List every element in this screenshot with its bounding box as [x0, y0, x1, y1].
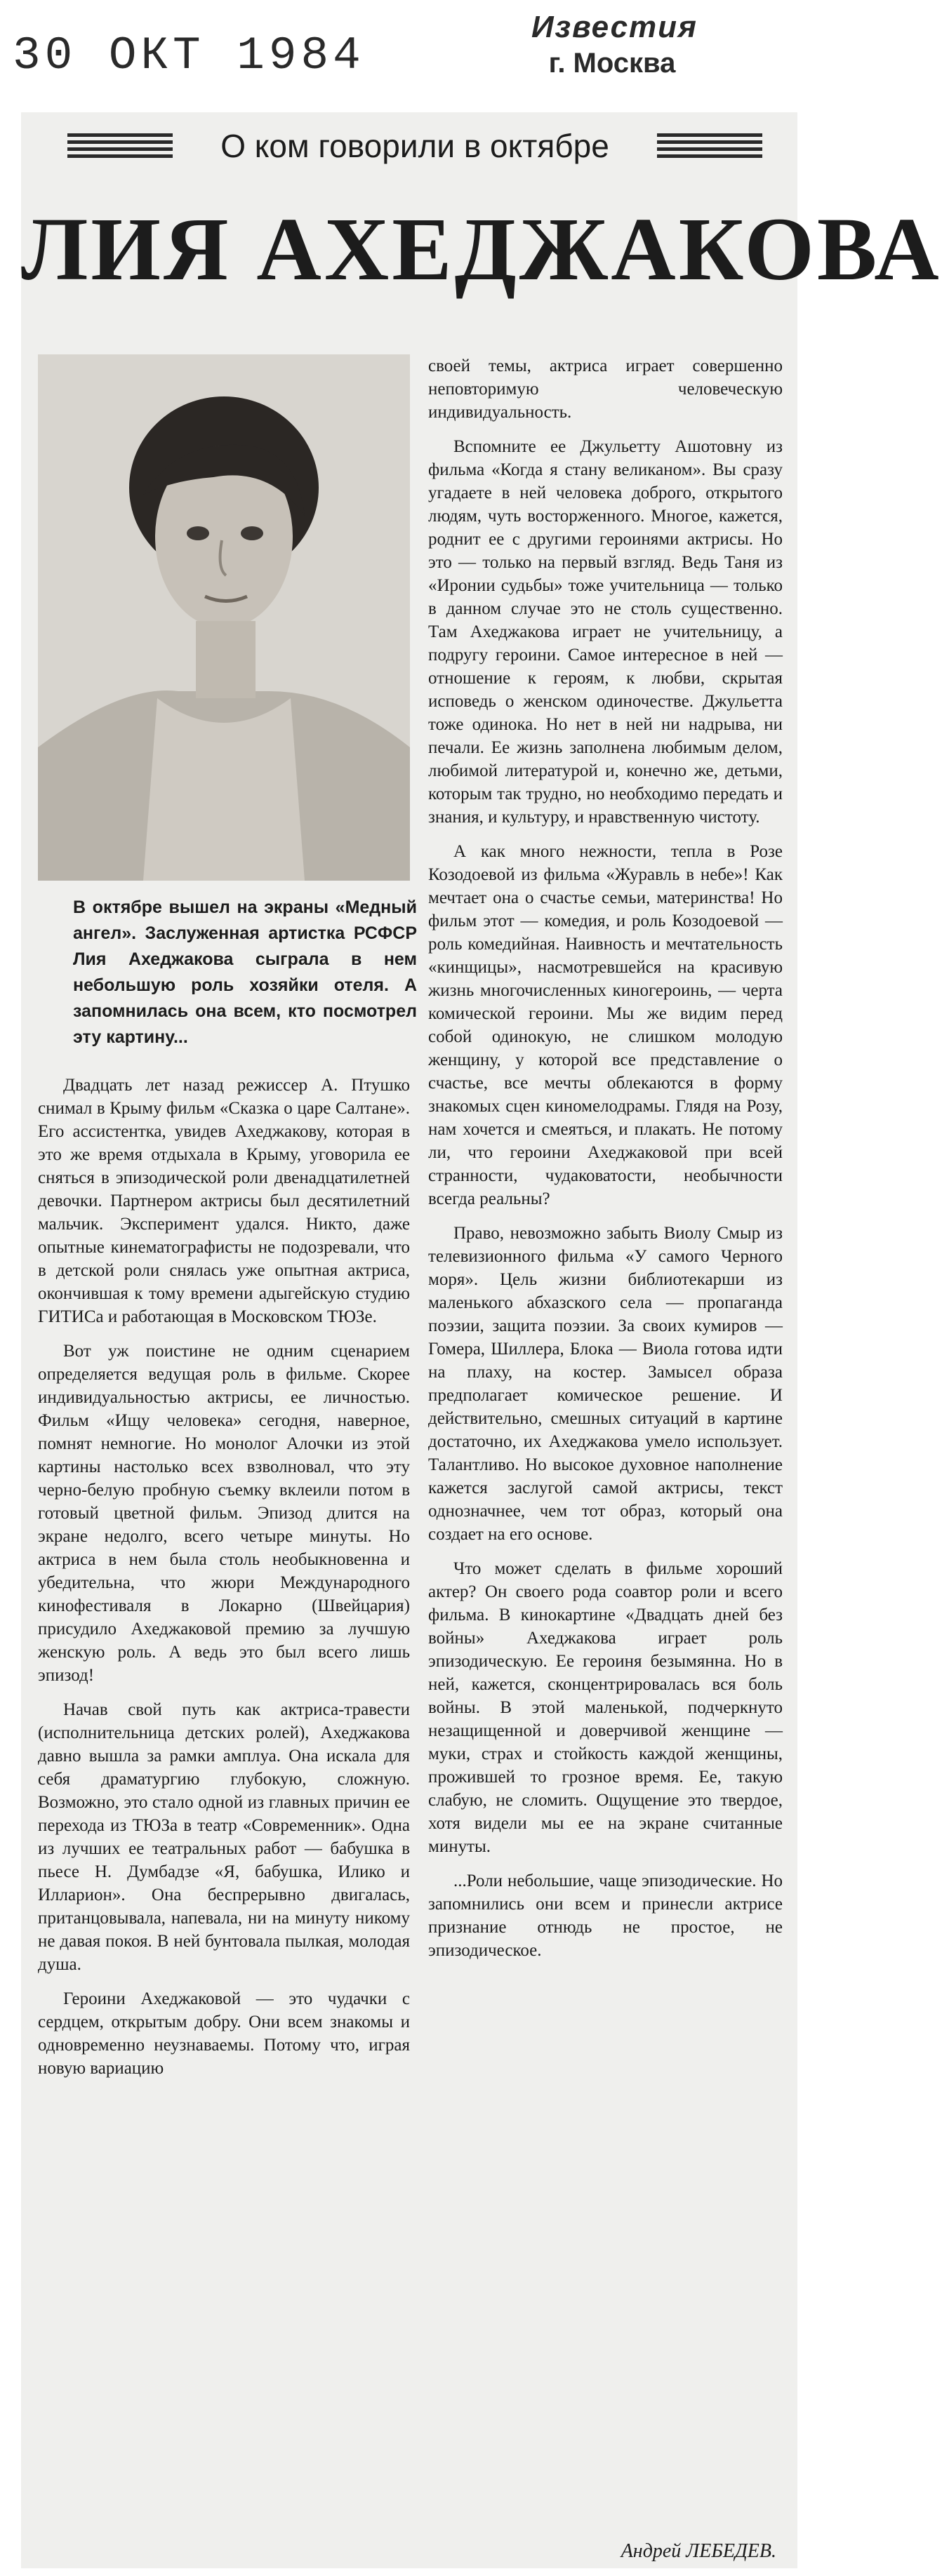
- paragraph: Двадцать лет назад режиссер А. Птушко снимал в Крыму фильм «Сказка о царе Салтане». Его ассистентка, увидев Ахеджакову, которая в это же время отдыхала в Крыму, уговорила ее сняться в эпизодической роли двенадцатилетней девочки. Партнером актрисы был десятилетний мальчик. Эксперимент удался. Никто, даже опытные кинематографисты не подозревали, что в детской роли снялась уже опытная актриса, окончившая к тому времени адыгейскую студию ГИТИСа и работающая в Московском ТЮЗе.: [38, 1076, 410, 1326]
- paragraph: Героини Ахеджаковой — это чудачки с сердцем, открытым добру. Они всем знакомы и одновременно неузнаваемы. Потому что, играя новую вариацию: [38, 1989, 410, 2078]
- paragraph: своей темы, актриса играет совершенно неповторимую человеческую индивидуальность.: [428, 356, 783, 422]
- paragraph: А как много нежности, тепла в Розе Козодоевой из фильма «Журавль в небе»! Как мечтает она о счастье семьи, материнства! Но фильм этот — комедия, и роль Козодоевой — роль комедийная. Наивность и мечтательность «кинщицы», насмотревшейся на красивую жизнь многочисленных киногероинь, — черта комической героини. Мы же видим перед собой одинокую, не слишком молодую женщину, у которой все представление о счастье, все мечты облекаются в форму знакомых сцен киномелодрамы. Глядя на Розу, нам хочется и смеяться, и плакать. Не потому ли, что героини Ахеджаковой при всей странности, чудаковатости, необычности всегда реальны?: [428, 842, 783, 1208]
- source-city: г. Москва: [548, 48, 676, 79]
- archive-date-stamp: 30 ОКТ 1984: [13, 29, 365, 82]
- headline: ЛИЯ АХЕДЖАКОВА: [21, 199, 942, 299]
- article-column-right: [428, 354, 783, 1973]
- paragraph: Вот уж поистине не одним сценарием определяется ведущая роль в фильме. Скорее индивидуальностью актрисы, ее личностью. Фильм «Ищу человека» сегодня, наверное, помнят немногие. Но монолог Алочки из этой картины настолько всех взволновал, что эту черно-белую пробную съемку вклеили потом в готовый цветной фильм. Эпизод длится на экране недолго, всего четыре минуты. Но актриса в нем была столь необыкновенна и убедительна, что жюри Международного кинофестиваля в Локарно (Швейцария) присудило Ахеджаковой премию за лучшую женскую роль. А ведь это был всего лишь эпизод!: [38, 1342, 410, 1685]
- paragraph: ...Роли небольшие, чаще эпизодические. Но запомнились они всем и принесли актрисе признание отнюдь не простое, не эпизодическое.: [428, 1871, 783, 1960]
- author-byline: Андрей ЛЕБЕДЕВ.: [621, 2540, 776, 2562]
- paragraph: Что может сделать в фильме хороший актер? Он своего рода соавтор роли и всего фильма. В кинокартине «Двадцать дней без войны» Ахеджакова играет роль эпизодическую. Ее героиня безымянна. Но в ней, кажется, сконцентрировалась вся боль войны. В этой маленькой, подчеркнуто незащищенной и доверчивой женщине — муки, страх и стойкость каждой женщины, прожившей то грозное время. Ее, такую слабую, не сломить. Ощущение это твердое, хотя видели мы ее на экране считанные минуты.: [428, 1559, 783, 1856]
- portrait-image: [38, 354, 410, 881]
- rubric-rule-right: [657, 133, 762, 159]
- portrait-photo: [38, 354, 410, 881]
- rubric-text: О ком говорили в октябре: [220, 128, 609, 164]
- paragraph: Право, невозможно забыть Виолу Смыр из телевизионного фильма «У самого Черного моря». Цель жизни библиотекарши из маленького абхазского села — пропаганда поэзии, защита поэзии. За своих кумиров — Гомера, Шиллера, Блока — Виола готова идти на плаху, на костер. Замысел образа предполагает комическое решение. И действительно, смешных ситуаций в картине достаточно, их Ахеджакова умело использует. Талантливо. Но высокое духовное наполнение кажется заслугой самой актрисы, текст однозначнее, чем тот образ, который она создает на его основе.: [428, 1224, 783, 1544]
- photo-caption: В октябре вышел на экраны «Медный ангел». Заслуженная артистка РСФСР Лия Ахеджакова сыграла в нем небольшую роль хозяйки отеля. А запомнилась она всем, кто посмотрел эту картину...: [73, 897, 417, 1047]
- source-name: Известия: [531, 10, 698, 44]
- rubric: [46, 125, 776, 170]
- newspaper-clipping: [21, 112, 942, 2568]
- paragraph: Вспомните ее Джульетту Ашотовну из фильма «Когда я стану великаном». Вы сразу угадаете в ней человека доброго, открытого людям, чуть восторженного. Многое, кажется, роднит ее с другими героинями актрисы. Но это — только на первый взгляд. Ведь Таня из «Иронии судьбы» тоже учительница — только в данном случае это не столь существенно. Там Ахеджакова играет не учительницу, а подругу героини. Самое интересное в ней — отношение к героям, к любви, скрытая исповедь о женском одиночестве. Джульетта тоже одинока. Но нет в ней ни надрыва, ни печали. Ее жизнь заполнена любимым делом, любимой литературой и, конечно же, детьми, которым так трудно, но необходимо передать и знания, и культуру, и нравственную чистоту.: [428, 437, 783, 827]
- archive-source-stamp: [531, 10, 698, 79]
- article-column-left: [38, 1074, 410, 2091]
- paragraph: Начав свой путь как актриса-травести (исполнительница детских ролей), Ахеджакова давно вышла за рамки амплуа. Она искала для себя драматургию глубокую, сложную. Возможно, это стало одной из главных причин ее перехода из ТЮЗа в театр «Современник». Одна из лучших ее театральных работ — бабушка в пьесе Н. Думбадзе «Я, бабушка, Илико и Илларион». Она беспрерывно двигалась, пританцовывала, напевала, ни на минуту никому не давая покоя. В ней бунтовала пылкая, молодая душа.: [38, 1700, 410, 1974]
- rubric-rule-left: [67, 133, 173, 159]
